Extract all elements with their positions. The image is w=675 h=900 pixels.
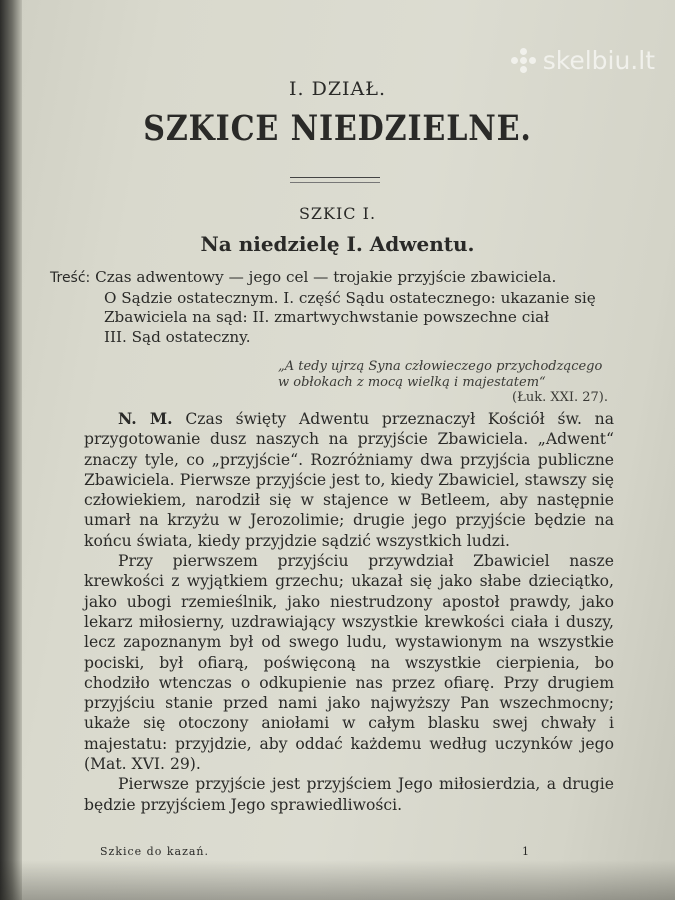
summary-line: III. Sąd ostateczny.: [104, 327, 251, 346]
page-shadow: [0, 860, 675, 900]
paragraph: Przy pierwszem przyjściu przywdział Zbawiciel nasze krewkości z wyjątkiem grzechu; ukazał się jako słabe dzieciątko, jako ubogi rzemieślnik, jako niestrudzony apostoł prawdy, jako lekarz miłosierny, uzdrawiający wszystkie krewkości ciała i duszy, lecz zapoznanym był od swego ludu, wystawionym na wszystkie pociski, był ofiarą, poświęconą na wszystkie cierpienia, bo chodziło wtenczas o odkupienie nas przez ofiarę. Przy drugiem przyjściu stanie przed nami jako najwyższy Pan wszechmocny; ukaże się otoczony aniołami w całym blasku swej chwały i majestatu: przyjdzie, aby oddać każdemu według uczynków jego (Mat. XVI. 29).: [84, 552, 614, 774]
dots-logo-icon: [511, 48, 537, 74]
paragraph: Pierwsze przyjście jest przyjściem Jego miłosierdzia, a drugie będzie przyjściem Jego sprawiedliwości.: [84, 775, 614, 814]
watermark: [511, 46, 655, 75]
summary-line: Treść: Czas adwentowy — jego cel — trojakie przyjście zbawiciela.: [50, 268, 557, 286]
page-title: SZKICE NIEDZIELNE.: [143, 108, 532, 149]
part-title: I. DZIAŁ.: [289, 78, 386, 100]
paragraph: N. M. Czas święty Adwentu przeznaczył Kościół św. na przygotowanie dusz naszych na przyjście Zbawiciela. „Adwent“ znaczy tyle, co „przyjście“. Rozróżniamy dwa przyjścia publiczne Zbawiciela. Pierwsze przyjście jest to, kiedy Zbawiciel, stawszy się człowiekiem, narodził się w stajence w Betleem, aby następnie umarł na krzyżu w Jerozolimie; drugie jego przyjście będzie na końcu świata, kiedy przyjdzie sądzić wszystkich ludzi.: [84, 409, 614, 550]
summary-line: Zbawiciela na sąd: II. zmartwychwstanie powszechne ciał: [104, 308, 550, 326]
paragraph-lead: N. M.: [118, 409, 173, 428]
summary-line: O Sądzie ostatecznym. I. część Sądu ostatecznego: ukazanie się: [104, 288, 596, 307]
page-number: 1: [522, 845, 530, 858]
book-binding: [0, 0, 22, 900]
epigraph-quote: „A tedy ujrzą Syna człowieczego przychodzącego w obłokach z mocą wielką i majestatem“: [278, 359, 603, 390]
ornament-divider: [290, 177, 380, 183]
watermark-text: skelbiu.lt: [542, 46, 655, 75]
sketch-title: Na niedzielę I. Adwentu.: [200, 232, 475, 256]
body-text: [84, 409, 614, 815]
sketch-label: SZKIC I.: [298, 204, 377, 223]
page-footer: [100, 845, 530, 858]
epigraph: [278, 359, 608, 406]
summary-block: [50, 268, 610, 347]
footer-signature: Szkice do kazań.: [100, 845, 210, 858]
summary-label: Treść:: [50, 270, 91, 286]
epigraph-reference: (Łuk. XXI. 27).: [512, 390, 608, 405]
